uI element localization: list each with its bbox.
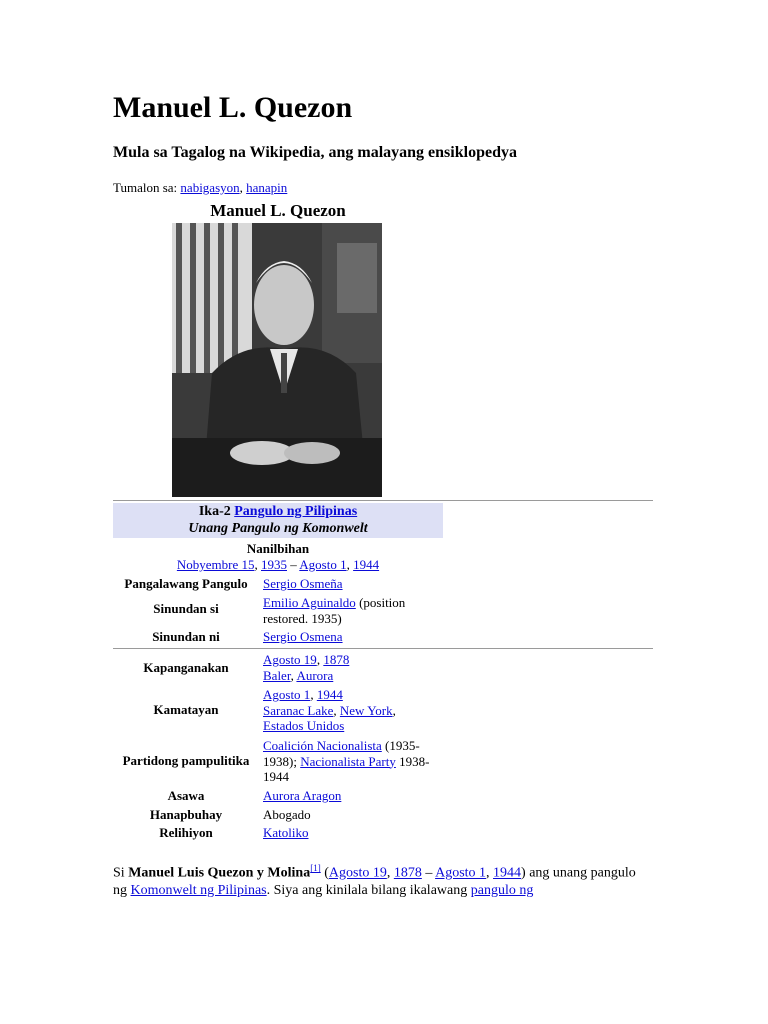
death-comma: , [310, 687, 317, 702]
death-label: Kamatayan [153, 702, 219, 717]
party-link-2[interactable]: Nacionalista Party [300, 753, 396, 769]
reference-link[interactable]: [1] [310, 863, 321, 873]
death-year-link[interactable]: 1944 [316, 687, 343, 702]
intro-birth-date-link[interactable]: Agosto 19 [328, 865, 387, 881]
vp-label: Pangalawang Pangulo [124, 576, 248, 591]
portrait-photo[interactable] [172, 223, 382, 497]
served-start-year-link[interactable]: 1935 [261, 557, 287, 572]
president-link[interactable]: pangulo ng [470, 882, 534, 898]
death-city-comma: , [333, 702, 340, 718]
intro-text-3: . Siya ang kinilala bilang ikalawang [266, 882, 471, 898]
term-served [113, 541, 443, 573]
commonwealth-link[interactable]: Komonwelt ng Pilipinas [130, 882, 267, 898]
birth-label: Kapanganakan [143, 660, 229, 675]
birth-province-link[interactable]: Aurora [296, 667, 334, 683]
death-country-link[interactable]: Estados Unidos [263, 718, 345, 733]
page-title: Manuel L. Quezon [113, 91, 353, 124]
intro-death-date-link[interactable]: Agosto 1 [435, 865, 487, 881]
birth-year-link[interactable]: 1878 [323, 652, 350, 667]
served-label: Nanilbihan [246, 541, 310, 556]
intro-dash: – [421, 865, 436, 881]
infobox-divider-top [113, 500, 653, 501]
served-dash: – [287, 557, 300, 572]
occupation-label: Hanapbuhay [149, 807, 223, 822]
intro-text-1: ( [320, 865, 329, 881]
spouse-label: Asawa [167, 788, 205, 803]
party-text-1: (1935-1938); [263, 738, 420, 769]
birth-date-link[interactable]: Agosto 19 [263, 652, 317, 667]
intro-comma-2: , [486, 865, 494, 881]
served-end-year-link[interactable]: 1944 [353, 557, 380, 572]
jump-search-link[interactable]: hanapin [246, 180, 288, 195]
intro-comma-1: , [386, 865, 394, 881]
birth-comma: , [316, 652, 324, 667]
served-comma-2: , [346, 557, 354, 572]
page-subtitle: Mula sa Tagalog na Wikipedia, ang malayang ensiklopedya [113, 144, 517, 161]
death-state-link[interactable]: New York [339, 702, 393, 718]
birth-place-link[interactable]: Baler [263, 667, 291, 683]
office-link[interactable]: Pangulo ng Pilipinas [234, 504, 358, 519]
successor-label: Sinundan ni [152, 629, 220, 644]
served-end-date-link[interactable]: Agosto 1 [299, 557, 347, 572]
served-start-date-link[interactable]: Nobyembre 15 [176, 557, 255, 572]
office-prefix: Ika-2 [198, 504, 235, 519]
death-state-comma: , [392, 702, 396, 718]
infobox-caption: Manuel L. Quezon [210, 201, 346, 220]
predecessor-label: Sinundan si [153, 601, 219, 616]
spouse-link[interactable]: Aurora Aragon [263, 788, 342, 803]
subject-name: Manuel Luis Quezon y Molina [128, 865, 311, 881]
intro-text-2: ) ang unang pangulo ng [113, 865, 636, 898]
party-label: Partidong pampulitika [122, 753, 250, 768]
occupation-value: Abogado [263, 807, 311, 822]
jump-prefix: Tumalon sa: [113, 180, 181, 195]
religion-label: Relihiyon [159, 825, 213, 840]
party-link-1[interactable]: Coalición Nacionalista [263, 738, 382, 753]
jump-sep: , [239, 180, 247, 195]
jump-navigation-link[interactable]: nabigasyon [180, 180, 240, 195]
intro-text-0: Si [113, 865, 129, 881]
jump-to-bar [113, 180, 287, 196]
intro-death-year-link[interactable]: 1944 [493, 865, 522, 881]
predecessor-link[interactable]: Emilio Aguinaldo [263, 595, 356, 610]
office-header [113, 503, 443, 538]
vp-link[interactable]: Sergio Osmeña [263, 576, 343, 591]
successor-link[interactable]: Sergio Osmena [263, 629, 343, 644]
religion-link[interactable]: Katoliko [263, 825, 309, 840]
predecessor-note: (position restored. 1935) [263, 595, 406, 626]
infobox-divider-mid [113, 648, 653, 649]
intro-birth-year-link[interactable]: 1878 [393, 865, 422, 881]
intro-paragraph [113, 860, 653, 899]
death-date-link[interactable]: Agosto 1 [263, 687, 311, 702]
office-subtitle: Unang Pangulo ng Komonwelt [188, 521, 368, 536]
portrait-image [172, 223, 382, 497]
party-text-2: 1938-1944 [263, 753, 430, 784]
death-city-link[interactable]: Saranac Lake [263, 702, 334, 718]
birth-place-comma: , [290, 667, 297, 683]
served-comma: , [254, 557, 261, 572]
